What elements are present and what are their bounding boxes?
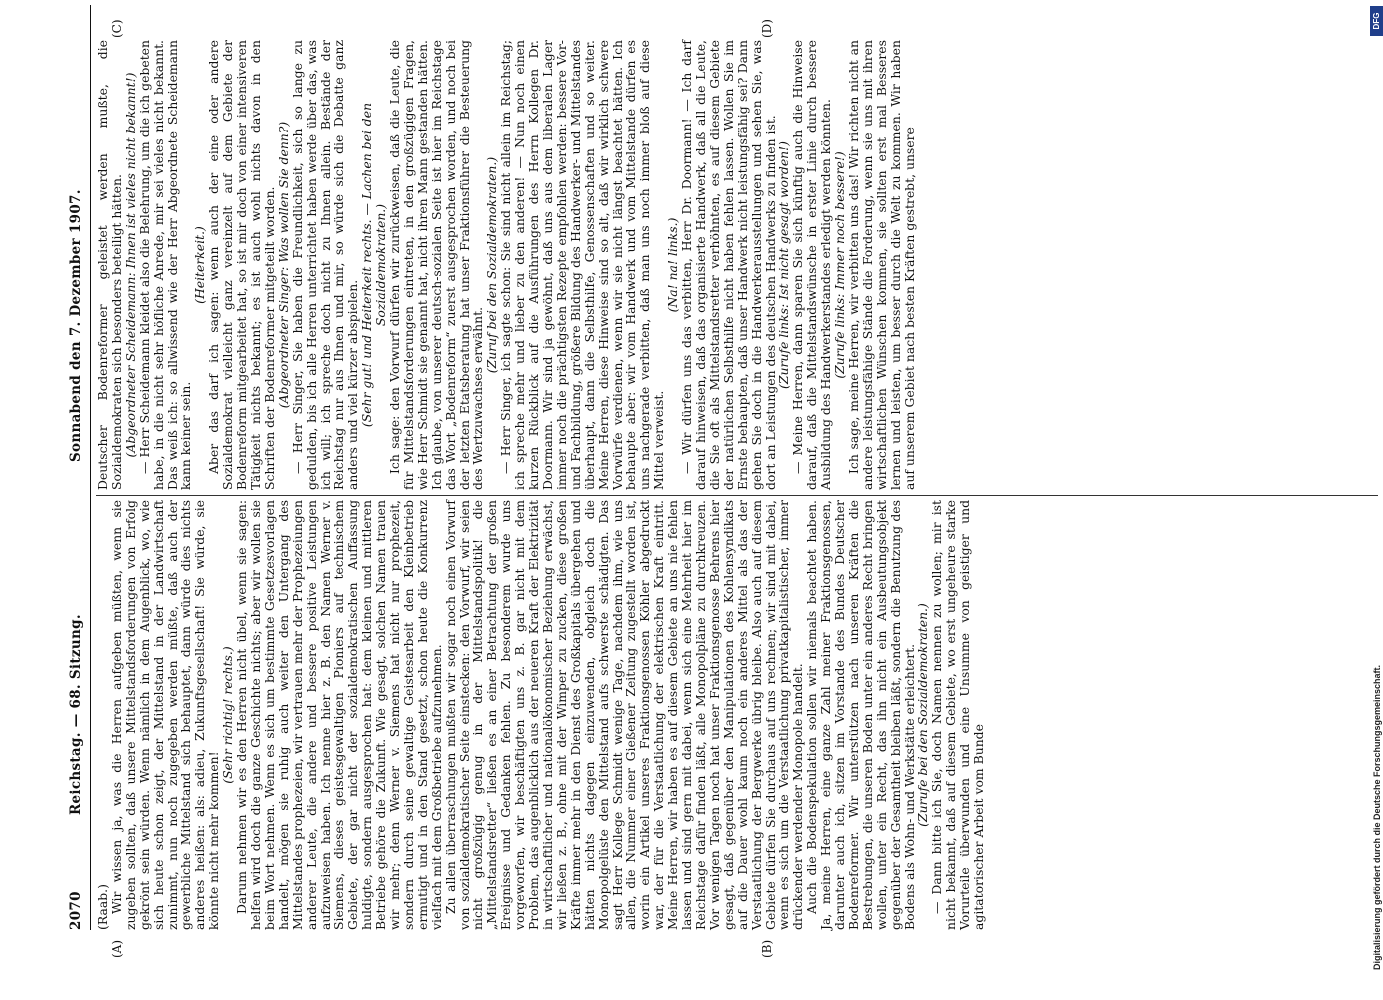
paragraph: — Dann bitte ich Sie, doch Namen nennen zu wollen; mir ist nicht bekannt, daß auf diesem Gebiete, wo erst ungeheure starke Vorurteile überwunden und eine Unsumme von geistiger und agitatorischer Arbeit vom Bunde xyxy=(929,500,987,930)
paragraph: — Meine Herren, dann sparen Sie sich künftig auch die Hinweise darauf, daß die Mittelstandswünsche in erster Linie durch bessere Ausbildung des Handwerkerstandes erledigt werden könnten. xyxy=(790,40,834,490)
paragraph: Wir wissen ja, was die Herren aufgeben müßten, wenn sie zugeben sollten, daß unsere Mittelstandsforderungen von Erfolg gekrönt sein würden. Wenn nämlich in dem Augenblick, wo, wie sich heute schon zeigt, der Mittelstand in der Landwirtschaft zunimmt, nun noch zugegeben werden müßte, daß auch der gewerbliche Mittelstand sich behauptet, dann würde dies nichts anderes heißen: als: adieu, Zukunftsgesellschaft! Sie würde, sie könnte nicht mehr kommen! xyxy=(108,500,222,930)
interjection: (Zuruf bei den Sozialdemokraten.) xyxy=(484,156,500,374)
margin-label-b: (B) xyxy=(760,939,774,958)
paragraph: — Herr Scheidemann kleidet also die Belehrung, um die ich gebeten habe, in die nicht sehr höfliche Anrede, mir sei vieles nicht bekannt. Das weiß ich: so allwissend wie der Herr Abgeordnete Scheidemann kann keiner sein. xyxy=(136,40,194,490)
dfg-logo-text: DFG xyxy=(1372,12,1381,30)
page-number: 2070 xyxy=(68,891,84,930)
interjection: (Zurufe bei den Sozialdemokraten.) xyxy=(915,603,931,827)
margin-label-c: (C) xyxy=(110,19,124,38)
paragraph: Auch die Bodenspekulation sollen wir niemals beachtet haben. Ja, meine Herren, eine ganze Zahl meiner Fraktionsgenossen, darunter auch ich, sitzen im Vorstande des Bundes Deutscher Bodenreformer. Wir unterstützen nach unseren Kräften die Bestrebungen, die unseren Boden unter ein anderes Recht bringen wollen, unter ein Recht, das ihn nicht ein Ausbeutungsobjekt gegenüber der Gesamtheit bleiben läßt, sondern die Benutzung des Bodens als Wohn- und Werkstätte erleichtert. xyxy=(804,500,917,930)
interjection: (Abgeordneter Scheidemann: Ihnen ist vieles nicht bekannt!) xyxy=(122,72,138,458)
digitization-note-text: Digitalisierung gefördert durch die Deutsche Forschungsgemeinschaft. xyxy=(1372,664,1382,970)
speaker-label: (Raab.) xyxy=(95,884,110,930)
paragraph: Ich sage: den Vorwurf dürfen wir zurückweisen, daß die Leute, die für Mittelstandsforderungen eintreten, in den großzügigen Fragen, wie Herr Schmidt sie genannt hat, nicht ihren Mann gestanden hätten. Ich glaube, von unserer deutsch-sozialen Seite ist hier im Reichstage das Wort „Bodenreform“ zuerst ausgesprochen worden, und noch bei der letzten Etatsberatung hat unser Fraktionsführer die Besteuerung des Wertzuwachses erwähnt. xyxy=(387,40,486,490)
session-date: Sonnabend den 7. Dezember 1907. xyxy=(68,189,84,462)
interjection: (Sehr richtig! rechts.) xyxy=(220,646,236,784)
left-column xyxy=(96,500,986,930)
paragraph: — Wir dürfen uns das verbitten, Herr Dr. Doormann! — Ich darf darauf hinweisen, daß das organisierte Handwerk, daß all die Leute, die Sie oft als Mittelstandsretter verhöhnten, es auf diesem Gebiete der natürlichen Selbsthilfe nicht haben fehlen lassen. Wollen Sie im Ernste behaupten, daß unser Handwerk nicht leistungsfähig sei? Dann gehen Sie doch in die Handwerkerausstellungen und sehen Sie, was dort an Leistungen des deutschen Handwerks zu finden ist. xyxy=(679,40,778,490)
right-column xyxy=(96,40,916,490)
page-header xyxy=(65,5,89,930)
paragraph: Deutscher Bodenreformer geleistet werden mußte, die Sozialdemokraten sich besonders beteiligt hätten. xyxy=(95,40,124,490)
digitization-note xyxy=(1372,0,1383,1000)
margin-label-a: (A) xyxy=(110,939,124,958)
interjection: (Heiterkeit.) xyxy=(192,226,208,304)
paragraph: — Herr Singer, Sie haben die Freundlichkeit, sich so lange zu gedulden, bis ich alle Herren unterrichtet haben werde über das, was ich will; ich spreche doch nicht zu Ihnen allein. Bestände der Reichstag nur aus Ihnen und mir, so würde sich die Debatte ganz anders und viel kürzer abspielen. xyxy=(289,40,361,490)
paragraph: Zu allen überraschungen mußten wir sogar noch einen Vorwurf von sozialdemokratischer Seite einstecken: den Vorwurf, wir seien nicht großzügig genug in der Mittelstandspolitik! die „Mittelstandsretter“ ließen es an einer Betrachtung der großen Ereignisse und Gedanken fehlen. Zu besonderem wurde uns vorgeworfen, wir beschäftigten uns z. B. gar nicht mit dem Problem, das augenblicklich aus der neueren Kraft der Elektrizität in wirtschaftlicher und nationalökonomischer Beziehung erwächst, wir ließen z. B., ohne mit der Wimper zu zucken, diese großen Kräfte immer mehr in den Dienst des Großkapitals übergehen und hätten nichts dagegen einzuwenden, obgleich doch die Monopolgelüste den Mittelstand aufs schwerste schädigten. Das sagt Herr Kollege Schmidt wenige Tage, nachdem ihm, wie uns allen, die Nummer einer Gießener Zeitung zugestellt worden ist, worin ein Artikel unseres Fraktionsgenossen Köhler abgedruckt war, der für die Verstaatlichung der elektrischen Kraft eintritt. Meine Herren, wir haben es auf diesem Gebiete an uns nie fehlen lassen und sind gern mit dabei, wenn sich eine Mehrheit hier im Reichstage dafür finden läßt, alle Monopolpläne zu durchkreuzen. Vor wenigen Tagen noch hat unser Fraktionsgenosse Behrens hier gesagt, daß gegenüber den Manipulationen des Kohlensyndikats auf die Dauer wohl kaum noch ein anderes Mittel als das der Verstaatlichung der Bergwerke übrig bleibe. Also auch auf diesem Gebiete dürfen Sie durchaus auf uns rechnen; wir sind mit dabei, wenn es sich um die Verstaatlichung privatkapitalistischer, immer drückender werdender Monopole handelt. xyxy=(442,500,806,930)
interjection: (Abgeordneter Singer: Was wollen Sie denn?) xyxy=(275,121,291,409)
paragraph: Darum nehmen wir es den Herren nicht übel, wenn sie sagen: helfen wird doch die ganze Geschichte nichts; aber wir wollen sie beim Wort nehmen. Wenn es sich um bestimmte Gesetzesvorlagen handelt, mögen sie ruhig auch weiter den Untergang des Mittelstandes prophezeien, wir vertrauen mehr der Prophezeiungen anderer Leute, die andere und bessere positive Leistungen aufzuweisen haben. Ich nenne hier z. B. den Namen Werner v. Siemens, dieses geistesgewaltigen Pioniers auf technischem Gebiete, der gar nicht der sozialdemokratischen Auffassung huldigte, sondern ausgesprochen hat: dem kleinen und mittleren Betriebe gehöre die Zukunft. Wie gesagt, solchen Namen trauen wir mehr; denn Werner v. Siemens hat nicht nur prophezeit, sondern durch seine gewaltige Geistesarbeit den Kleinbetrieb ermutigt und in den Stand gesetzt, schon heute die Konkurrenz vielfach mit dem Großbetriebe aufzunehmen. xyxy=(234,500,444,930)
running-head: Reichstag. — 68. Sitzung. xyxy=(68,614,84,815)
interjection: (Zurufe links: Immer noch bessere!) xyxy=(832,151,848,379)
interjection: (Zurufe links: Ist nicht gesagt worden!) xyxy=(776,141,792,389)
paragraph: Aber das darf ich sagen: wenn auch der eine oder andere Sozialdemokrat vielleicht ganz vereinzelt auf dem Gebiete der Bodenreform mitgearbeitet hat, so ist mir doch von einer intensiveren Tätigkeit nichts bekannt; es ist auch wohl nichts davon in den Schriften der Bodenreformer mitgeteilt worden. xyxy=(206,40,277,490)
margin-label-d: (D) xyxy=(760,19,774,38)
header-rule xyxy=(90,5,91,930)
column-divider xyxy=(96,495,1378,496)
paragraph: Ich sage, meine Herren, wir verbitten uns das! Wir richten nicht an andere leistungsfähige Stände die Forderung, wenn sie uns mit ihren wirtschaftlichen Wünschen kommen, sie sollten erst mal Besseres lernen und leisten, um besser durch die Welt zu kommen. Wir haben auf unserem Gebiet nach besten Kräften gestrebt, unsere xyxy=(845,40,917,490)
paragraph: — Herr Singer, ich sagte schon: Sie sind nicht allein im Reichstag; ich spreche mehr und lieber zu den anderen! — Nun noch einen kurzen Rückblick auf die Ausführungen des Herrn Kollegen Dr. Doormann. Wir sind ja gewöhnt, daß uns aus dem liberalen Lager immer noch die prächtigsten Rezepte empfohlen werden: bessere Vor- und Fachbildung, größere Bildung des Handwerker- und Mittelstandes überhaupt, dann die Selbsthilfe, Genossenschaften und so weiter. Meine Herren, diese Hinweise sind so alt, daß wir wirklich schwere Vorwürfe verdienen, wenn wir sie nicht längst beachtet hätten. Ich behaupte aber: wir vom Handwerk und vom Mittelstande dürfen es uns nachgerade verbitten, daß man uns noch immer bloß auf diese Mittel verweist. xyxy=(498,40,667,490)
interjection: (Na! na! links.) xyxy=(665,217,681,313)
interjection: (Sehr gut! und Heiterkeit rechts. — Lachen bei den Sozialdemokraten.) xyxy=(359,102,389,428)
